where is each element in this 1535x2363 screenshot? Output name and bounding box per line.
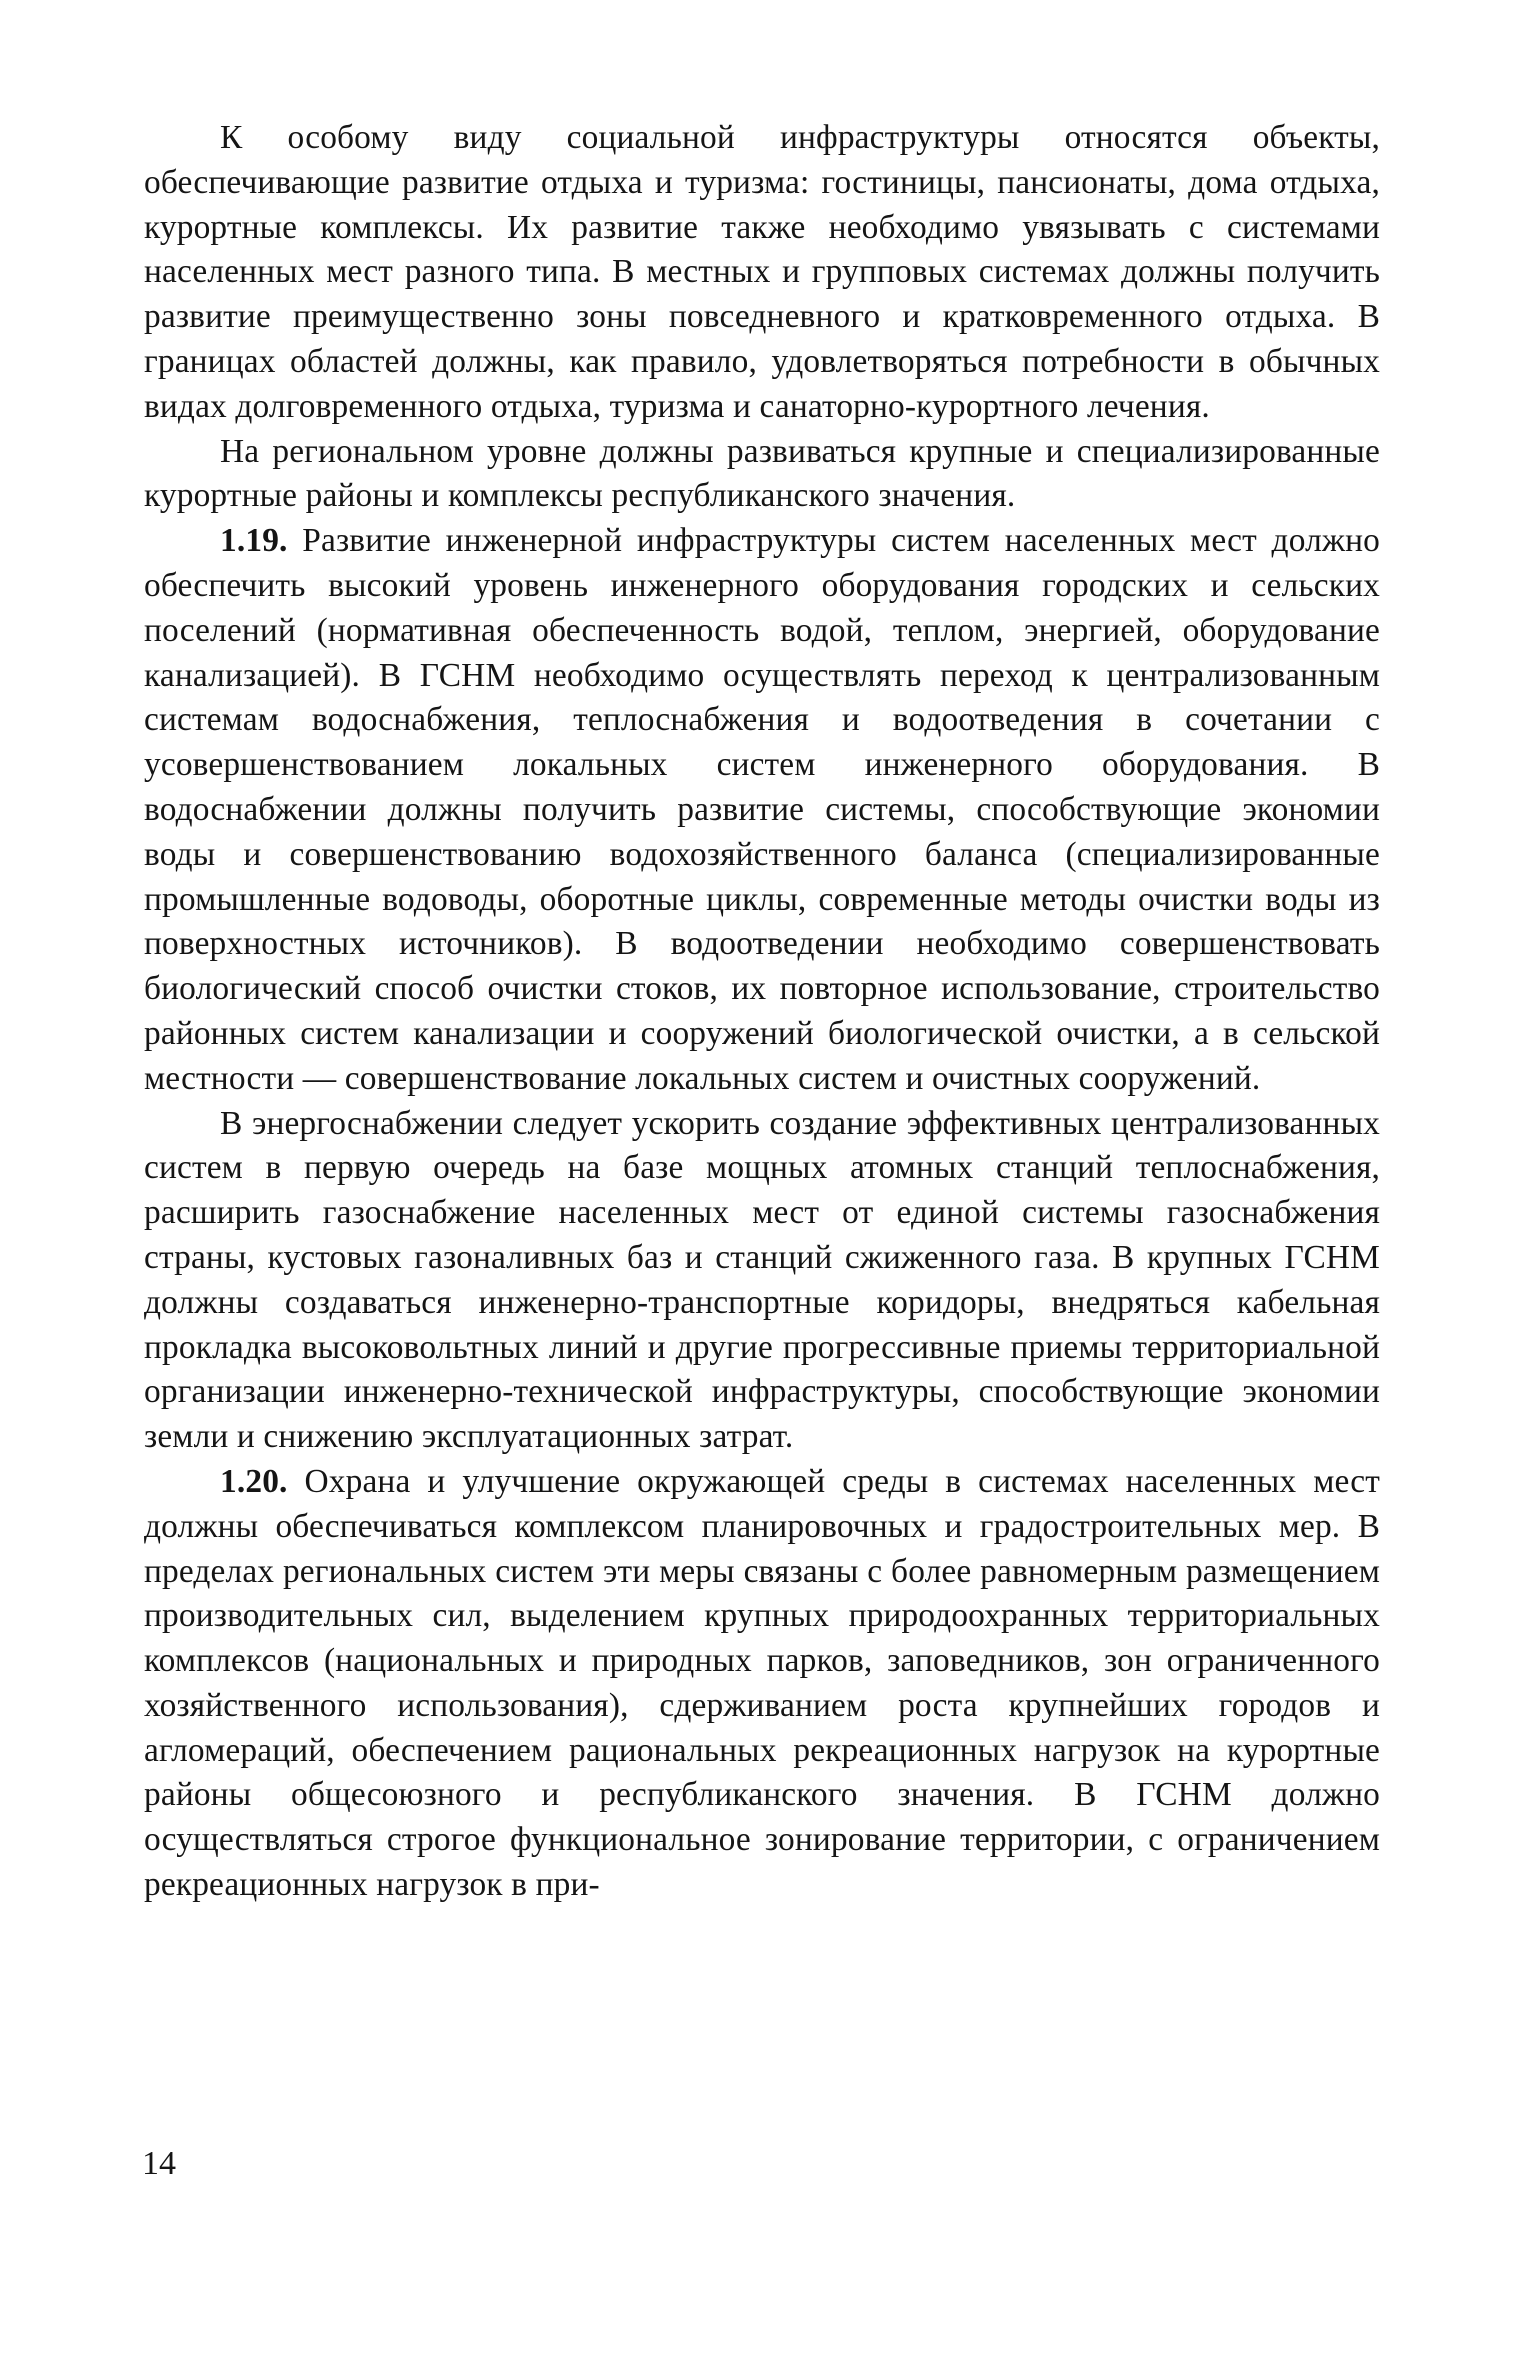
section-number-1-19: 1.19. [220,522,288,560]
paragraph-regional-level [144,430,1380,520]
paragraph-energy-supply [144,1102,1380,1460]
paragraph-1-19 [144,519,1380,1101]
paragraph-text: К особому виду социальной инфраструктуры относятся объекты, обеспечивающие развитие отдыха и туризма: гостиницы, пансионаты, дома отдыха, курортные комплексы. Их развитие также необходимо увязывать с системами населенных мест разного типа. В местных и групповых системах должны получить развитие преимущественно зоны повседневного и кратковременного отдыха. В границах областей должны, как правило, удовлетворяться потребности в обычных видах долговременного отдыха, туризма и санаторно-курортного лечения. [144,119,1380,425]
paragraph-text: На региональном уровне должны развиваться крупные и специализированные курортные районы и комплексы республиканского значения. [144,432,1380,515]
body-text [144,116,1380,1908]
paragraph-text: Охрана и улучшение окружающей среды в системах населенных мест должны обеспечиваться комплексом планировочных и градостроительных мер. В пределах региональных систем эти меры связаны с более равномерным размещением производительных сил, выделением крупных природоохранных территориальных комплексов (национальных и природных парков, заповедников, зон ограниченного хозяйственного использования), сдерживанием роста крупнейших городов и агломераций, обеспечением рациональных рекреационных нагрузок на курортные районы общесоюзного и республиканского значения. В ГСНМ должно осуществляться строгое функциональное зонирование территории, с ограничением рекреационных нагрузок в при- [144,1462,1381,1904]
section-number-1-20: 1.20. [220,1462,288,1500]
page-number: 14 [142,2145,176,2182]
paragraph-social-infrastructure [144,116,1380,430]
paragraph-1-20 [144,1460,1380,1908]
paragraph-text: В энергоснабжении следует ускорить создание эффективных централизованных систем в первую очередь на базе мощных атомных станций теплоснабжения, расширить газоснабжение населенных мест от единой системы газоснабжения страны, кустовых газоналивных баз и станций сжиженного газа. В крупных ГСНМ должны создаваться инженерно-транспортные коридоры, внедряться кабельная прокладка высоковольтных линий и другие прогрессивные приемы территориальной организации инженерно-технической инфраструктуры, способствующие экономии земли и снижению эксплуатационных затрат. [144,1104,1380,1456]
paragraph-text: Развитие инженерной инфраструктуры систем населенных мест должно обеспечить высокий уровень инженерного оборудования городских и сельских поселений (нормативная обеспеченность водой, теплом, энергией, оборудование канализацией). В ГСНМ необходимо осуществлять переход к централизованным системам водоснабжения, теплоснабжения и водоотведения в сочетании с усовершенствованием локальных систем инженерного оборудования. В водоснабжении должны получить развитие системы, способствующие экономии воды и совершенствованию водохозяйственного баланса (специализированные промышленные водоводы, оборотные циклы, современные методы очистки воды из поверхностных источников). В водоотведении необходимо совершенствовать биологический способ очистки стоков, их повторное использование, строительство районных систем канализации и сооружений биологической очистки, а в сельской местности — совершенствование локальных систем и очистных сооружений. [144,522,1380,1097]
